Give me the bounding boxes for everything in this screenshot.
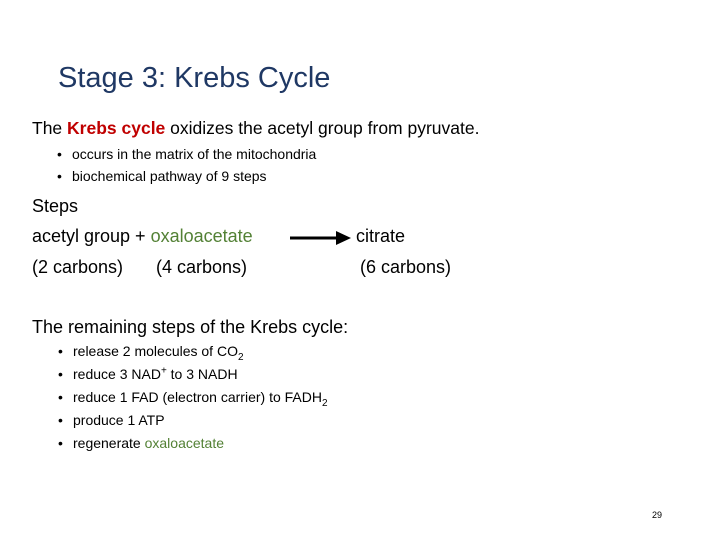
reaction-reactants <box>32 226 253 247</box>
bullet-dot: • <box>58 366 63 382</box>
bullet-dot: • <box>58 435 63 451</box>
krebs-cycle-highlight: Krebs cycle <box>67 118 166 138</box>
intro-bullet-text: biochemical pathway of 9 steps <box>72 168 267 184</box>
intro-bullet-text: occurs in the matrix of the mitochondria <box>72 146 317 162</box>
reactant-oxaloacetate: oxaloacetate <box>150 226 253 246</box>
citrate-carbons: (6 carbons) <box>360 257 452 277</box>
remaining-bullet-text: release 2 molecules of $CO_2$ <box>73 343 244 363</box>
bullet-dot: • <box>57 146 62 162</box>
reaction-product: citrate <box>356 226 406 246</box>
bullet-dot: • <box>58 389 63 405</box>
bullet-dot: • <box>58 412 63 428</box>
remaining-bullet-text: reduce 3 NAD+ to 3 NADH <box>73 365 238 382</box>
remaining-bullet-text: produce 1 ATP <box>73 412 165 428</box>
intro-after: oxidizes the acetyl group from pyruvate. <box>165 118 480 138</box>
bullet-dot: • <box>58 343 63 359</box>
intro-sentence <box>32 118 479 139</box>
acetyl-carbons: (2 carbons) <box>32 257 124 277</box>
steps-heading: Steps <box>32 196 79 216</box>
remaining-bullet-text: regenerate oxaloacetate <box>73 435 225 451</box>
slide-title: Stage 3: Krebs Cycle <box>58 62 331 94</box>
oxaloacetate-carbons: (4 carbons) <box>156 257 248 277</box>
page-number: 29 <box>652 510 663 520</box>
reactant-acetyl: acetyl group + <box>32 226 151 246</box>
bullet-dot: • <box>57 168 62 184</box>
intro-before: The <box>32 118 68 138</box>
remaining-heading: The remaining steps of the Krebs cycle: <box>32 317 349 337</box>
remaining-bullet-text: reduce 1 FAD (electron carrier) to $FADH_2$ <box>73 389 328 409</box>
reaction-arrow-icon <box>290 230 352 246</box>
